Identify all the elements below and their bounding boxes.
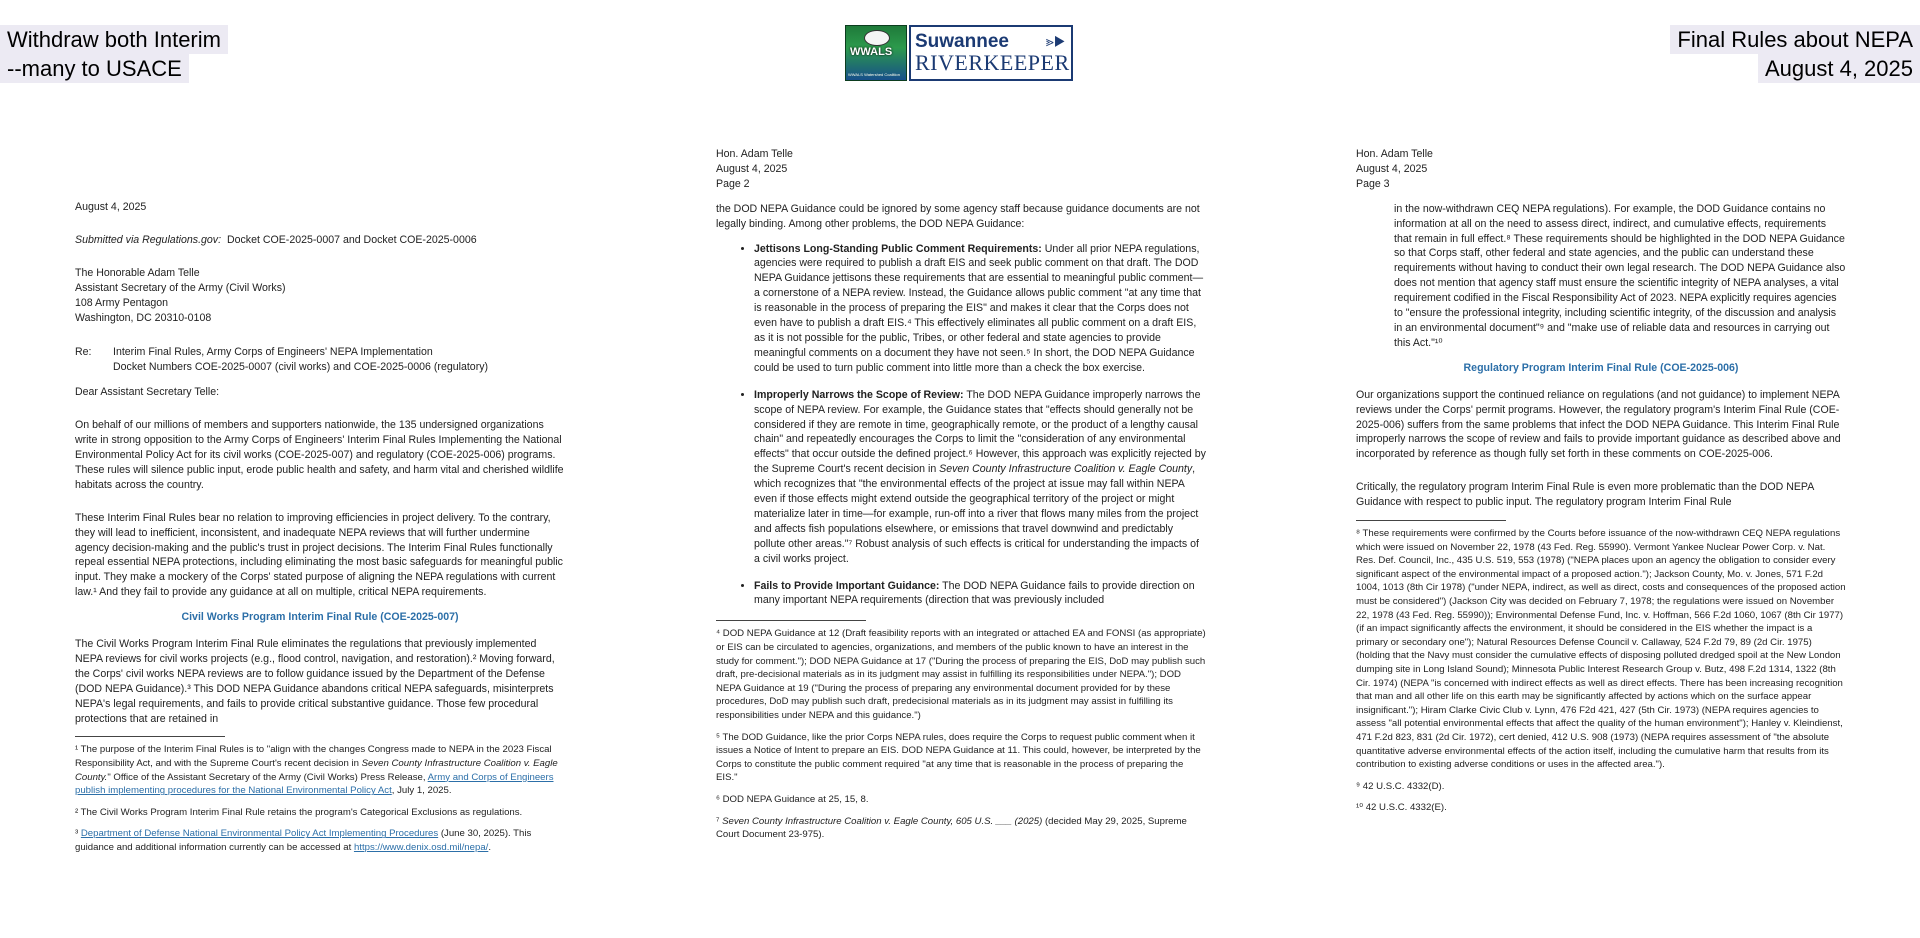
page-header <box>716 147 1206 192</box>
address-line: The Honorable Adam Telle <box>75 266 200 279</box>
bullet-text: The DOD NEPA Guidance improperly narrows the scope of NEPA review. For example, the Guidance states that "effects should generally not be considered if they are remote in time, geographically remote, or the product of a lengthy causal chain" and repeatedly encourages the Corps to limit the "consideration of any environmental effects" that occur outside the defined project.⁶ However, this approach was explicitly rejected by the Supreme Court's recent decision in <box>754 388 1206 476</box>
wwals-badge-text: WWALS <box>850 46 893 58</box>
page-header-line: Hon. Adam Telle <box>716 148 793 160</box>
bird-icon <box>864 30 890 46</box>
footnote <box>75 827 565 854</box>
bullet-italic: Seven County Infrastructure Coalition v. Eagle County <box>939 463 1193 476</box>
footnote-text: ¹ The purpose of the Interim Final Rules is to "align with the changes Congress made to NEPA in the 2023 Fiscal Responsibility Act, and with the Supreme Court's recent decision in <box>75 744 552 770</box>
re-line <box>75 345 565 375</box>
header-left-line2: --many to USACE <box>0 54 189 83</box>
logo-line1: Suwannee <box>915 31 1009 52</box>
page-header <box>1356 147 1846 192</box>
bullet-title: Improperly Narrows the Scope of Review: <box>754 388 964 401</box>
address-line: Assistant Secretary of the Army (Civil Works) <box>75 281 286 294</box>
footnote: ⁹ 42 U.S.C. 4332(D). <box>1356 780 1445 792</box>
bullet-text: , which recognizes that "the environmental effects of the project at issue may fall within NEPA even if those effects might extend outside the geographical territory of the project or might materialize later in time—for example, run-off into a river that flows many miles from the project and affects fish populations elsewhere, or emissions that travel downwind and predictably pollute other areas."⁷ Robust analysis of such effects is critical for understanding the impacts of a civil works project. <box>754 463 1199 565</box>
bullet-text: The DOD NEPA Guidance fails to provide direction on many important NEPA requirements (direction that was previously included <box>754 579 1195 607</box>
page-header-line: Page 3 <box>1356 177 1390 190</box>
footnote-text: " Office of the Assistant Secretary of the Army (Civil Works) Press Release, <box>107 771 428 783</box>
footnote-divider <box>1356 520 1506 521</box>
footnote: ⁸ These requirements were confirmed by the Courts before issuance of the now-withdrawn CEQ NEPA regulations which were issued on November 22, 1978 (43 Fed. Reg. 55990). Vermont Yankee Nuclear Power Corp. v. Nat. Res. Def. Council, Inc., 435 U.S. 519, 553 (1978) ("NEPA places upon an agency the obligation to consider every significant aspect of the environmental impact of a proposed action."); Jackson County, Mo. v. Jones, 571 F.2d 1004, 1013 (8th Cir 1978) ("under NEPA, indirect, as well as direct, costs and consequences of the proposed action must be considered") (Jackson City was decided on February 7, 1978; the regulations were issued on November 22, 1978 (43 Fed. Reg. 55990)); Environmental Defense Fund, Inc. v. Hoffman, 566 F.2d 1060, 1067 (8th Cir 1977) (if an impact significantly affects the environment, it should be considered in the EIS whether the impact is a primary or secondary one"); Natural Resources Defense Council v. Callaway, 524 F.2d 79, 89 (2d Cir. 1975) (holding that the Navy must consider the cumulative effects of disposing polluted dredged spoil at the New London dumping site in Long Island Sound); Minnesota Public Interest Research Group v. Butz, 498 F.2d 1314, 1322 (8th Cir. 1974) (NEPA "is concerned with indirect effects as well as direct effects. There has been increasing recognition that man and all other life on this earth may be significantly affected by actions which on the surface appear insignificant."); Hiram Clarke Civic Club v. Lynn, 476 F2d 421, 427 (5th Cir. 1973) (NEPA requires agencies to assess "all potential environmental effects that affect the quality of the human environment"); Hanley v. Kleindienst, 471 F.2d 823, 831 (2d Cir. 1972), cert denied, 412 U.S. 908 (1973) (NEPA requires assessment of "the absolute quantitative adverse environmental effects of the action itself, including the cumulative harm that results from its contribution to existing adverse conditions or uses in the affected area."). <box>1356 528 1846 771</box>
footnote-divider <box>716 620 866 621</box>
header-left-line1: Withdraw both Interim <box>0 25 228 54</box>
page-header-line: Page 2 <box>716 177 750 190</box>
bullet-list <box>716 242 1206 609</box>
section-heading: Civil Works Program Interim Final Rule (COE-2025-007) <box>181 611 459 624</box>
body-paragraph: Critically, the regulatory program Interim Final Rule is even more problematic than the DOD NEPA Guidance with respect to public input. The regulatory program Interim Final Rule <box>1356 481 1814 509</box>
body-paragraph: Our organizations support the continued reliance on regulations (and not guidance) to implement NEPA reviews under the Corps' permit programs. However, the regulatory program's Interim Final Rule (COE-2025-006) suffers from the same problems that infect the DOD NEPA Guidance. This Interim Final Rule improperly narrows the scope of review and fails to provide important guidance as described above and incorporated by reference as though fully set forth in these comments on COE-2025-006. <box>1356 388 1841 461</box>
re-text: Docket Numbers COE-2025-0007 (civil works) and COE-2025-0006 (regulatory) <box>113 361 489 374</box>
page-header-line: Hon. Adam Telle <box>1356 148 1433 160</box>
header-right-line2: August 4, 2025 <box>1758 54 1920 83</box>
footnote-text: (June 30, 2025). This guidance and additional information currently can be accessed at <box>75 828 532 854</box>
footnote: ⁴ DOD NEPA Guidance at 12 (Draft feasibility reports with an integrated or attached EA and FONSI (as appropriate) or EIS can be circulated to agencies, organizations, and members of the public known to have an interest in the study for comment."); DOD NEPA Guidance at 17 ("During the process of preparing the EIS, DoD may publish such draft, pre-decisional materials as in its judgment may assist in fulfilling its responsibilities under NEPA."); DOD NEPA Guidance at 19 ("During the process of preparing any environmental document provided for by these procedures, DoD may publish such draft, predecisional materials as in its judgment may assist in fulfilling its responsibilities under NEPA and this guidance.") <box>716 628 1206 721</box>
re-text: Interim Final Rules, Army Corps of Engineers' NEPA Implementation <box>113 346 433 359</box>
footnote-text: ⁷ <box>716 815 723 827</box>
footnote <box>75 743 565 797</box>
letter-page-2 <box>716 147 1206 850</box>
logo-line2: RIVERKEEPER <box>915 50 1070 75</box>
bullet-title: Fails to Provide Important Guidance: <box>754 579 940 592</box>
re-label: Re: <box>75 346 92 359</box>
footnote-text: . <box>488 842 491 854</box>
header-right-line1: Final Rules about NEPA <box>1670 25 1920 54</box>
footnote-url-link[interactable]: https://www.denix.osd.mil/nepa/ <box>353 842 489 854</box>
salutation: Dear Assistant Secretary Telle: <box>75 386 220 399</box>
address-line: Washington, DC 20310-0108 <box>75 311 212 324</box>
header-left <box>0 25 228 83</box>
address-line: 108 Army Pentagon <box>75 296 169 309</box>
letter-page-1 <box>75 200 565 863</box>
list-item <box>754 242 1206 376</box>
body-paragraph: These Interim Final Rules bear no relation to improving efficiencies in project delivery. To the contrary, they will lead to inefficient, inconsistent, and inadequate NEPA reviews that will further undermine agency decision-making and the public's trust in project decisions. The Interim Final Rules functionally repeal essential NEPA protections, including eliminating the most basic safeguards for meaningful public input. They make a mockery of the Corps' stated purpose of aligning the NEPA regulations with current law.¹ And they fail to provide any guidance at all on multiple, critical NEPA requirements. <box>75 511 563 599</box>
letter-date: August 4, 2025 <box>75 201 147 213</box>
submitted-label: Submitted via Regulations.gov: <box>75 233 222 246</box>
footnote-text: ³ <box>75 828 81 840</box>
page-header-line: August 4, 2025 <box>1356 162 1428 175</box>
list-item <box>754 388 1206 567</box>
riverkeeper-logo <box>845 25 1073 81</box>
header-right <box>1670 25 1920 83</box>
recipient-address <box>75 266 565 326</box>
footnote <box>716 815 1206 842</box>
bullet-title: Jettisons Long-Standing Public Comment Requirements: <box>754 242 1042 255</box>
letter-page-3 <box>1356 147 1846 823</box>
riverkeeper-wordmark <box>909 25 1073 81</box>
wwals-badge-subtext: WWALS Watershed Coalition <box>848 72 900 77</box>
footnote-divider <box>75 736 225 737</box>
footnote-italic: Seven County Infrastructure Coalition v. Eagle County. <box>75 758 558 783</box>
footnote-italic: Seven County Infrastructure Coalition v. Eagle County, 605 U.S. ___ (2025) <box>722 815 1043 827</box>
body-paragraph: On behalf of our millions of members and supporters nationwide, the 135 undersigned organizations write in strong opposition to the Army Corps of Engineers' Interim Final Rules Implementing the National Environmental Policy Act for its civil works (COE-2025-007) and regulatory (COE-2025-006) programs. These rules will silence public input, erode public health and safety, and harm vital and cherished wildlife habitats across the country. <box>75 419 564 491</box>
footnote: ⁶ DOD NEPA Guidance at 25, 15, 8. <box>716 793 869 805</box>
footnote-text: (decided May 29, 2025, Supreme Court Document 23-975). <box>716 815 1187 841</box>
footnote-link[interactable]: Army and Corps of Engineers publish implementing procedures for the National Environmental Policy Act <box>75 771 554 797</box>
submitted-dockets: Docket COE-2025-0007 and Docket COE-2025-0006 <box>226 233 477 246</box>
body-paragraph: in the now-withdrawn CEQ NEPA regulations). For example, the DOD Guidance contains no information at all on the need to assess direct, indirect, and cumulative effects, requirements that remain in full effect.⁸ These requirements should be highlighted in the DOD NEPA Guidance so that Corps staff, other federal and state agencies, and the public can understand these requirements without having to conduct their own legal research. The DOD NEPA Guidance also does not mention that agency staff must ensure the scientific integrity of NEPA analyses, a vital requirement codified in the Fiscal Responsibility Act of 2023. NEPA explicitly requires agencies to "ensure the professional integrity, including scientific integrity, of the discussion and analysis in an environmental document"⁹ and "make use of reliable data and resources in carrying out this Act."¹⁰ <box>1394 202 1846 349</box>
footnote-text: , July 1, 2025. <box>391 785 452 797</box>
submitted-line <box>75 233 565 248</box>
list-item <box>754 579 1206 609</box>
fish-icon: ⪢▶ <box>1045 33 1065 49</box>
bullet-text: Under all prior NEPA regulations, agencies were required to publish a draft EIS and seek public comment on that draft. The DOD NEPA Guidance jettisons these requirements that are essential to meaningful public comment—a cornerstone of a NEPA review. Instead, the Guidance allows public comment "at any time that is reasonable in the process of preparing the EIS" and makes it clear that the Corps does not even have to publish a draft EIS.⁴ This effectively eliminates all public comment on a draft EIS, as it is not possible for the public, Tribes, or other federal and state agencies to provide meaningful comments on a document they have not seen.⁵ In short, the DOD NEPA Guidance could be used to turn public comment into little more than a check the box exercise. <box>754 242 1204 374</box>
body-paragraph: the DOD NEPA Guidance could be ignored by some agency staff because guidance documents are not legally binding. Among other problems, the DOD NEPA Guidance: <box>716 202 1200 230</box>
wwals-badge <box>845 25 907 81</box>
footnote: ⁵ The DOD Guidance, like the prior Corps NEPA rules, does require the Corps to request public comment when it issues a Notice of Intent to prepare an EIS. DOD NEPA Guidance at 11. This could, however, be interpreted by the Corps to constitute the public comment required "at any time that is reasonable in the process of preparing the EIS." <box>716 731 1201 784</box>
footnote-link[interactable]: Department of Defense National Environmental Policy Act Implementing Procedures <box>80 828 439 840</box>
body-paragraph: The Civil Works Program Interim Final Rule eliminates the regulations that previously implemented NEPA reviews for civil works projects (e.g., flood control, navigation, and restoration).² Moving forward, the Corps' civil works NEPA reviews are to follow guidance issued by the Department of the Defense (DOD NEPA Guidance).³ This DOD NEPA Guidance abandons critical NEPA safeguards, misinterprets NEPA's legal requirements, and fails to provide critical substantive guidance. Those few procedural protections that are retained in <box>75 638 555 725</box>
section-heading: Regulatory Program Interim Final Rule (COE-2025-006) <box>1463 361 1739 374</box>
footnote: ² The Civil Works Program Interim Final Rule retains the program's Categorical Exclusions as regulations. <box>75 806 523 818</box>
page-header-line: August 4, 2025 <box>716 162 788 175</box>
footnote: ¹⁰ 42 U.S.C. 4332(E). <box>1356 802 1447 814</box>
